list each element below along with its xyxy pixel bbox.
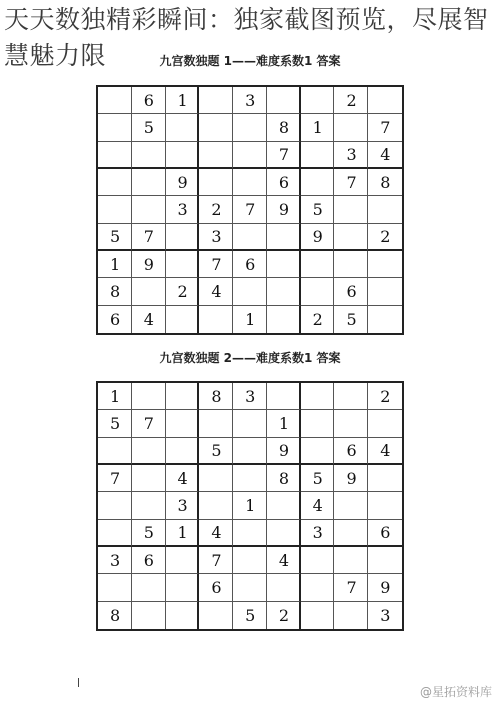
sudoku-cell: 3 (233, 383, 267, 410)
sudoku-cell (132, 278, 166, 305)
sudoku-cell: 7 (267, 142, 301, 169)
sudoku-cell (334, 251, 368, 278)
sudoku-cell: 7 (334, 574, 368, 601)
sudoku-cell: 6 (132, 547, 166, 574)
puzzle-1-title: 九宫数独题 1——难度系数1 答案 (159, 54, 341, 68)
sudoku-grid-1 (96, 85, 404, 335)
sudoku-cell (368, 465, 402, 492)
sudoku-cell (334, 410, 368, 437)
sudoku-cell (132, 602, 166, 629)
sudoku-cell: 7 (233, 196, 267, 223)
sudoku-cell (334, 196, 368, 223)
sudoku-cell: 4 (132, 306, 166, 333)
sudoku-cell: 8 (98, 278, 132, 305)
sudoku-cell (267, 574, 301, 601)
sudoku-cell (233, 438, 267, 465)
sudoku-cell: 8 (267, 465, 301, 492)
sudoku-cell (233, 465, 267, 492)
sudoku-cell: 1 (98, 383, 132, 410)
sudoku-cell: 6 (233, 251, 267, 278)
sudoku-cell (368, 306, 402, 333)
sudoku-cell (334, 520, 368, 547)
sudoku-cell (199, 114, 233, 141)
sudoku-cell (267, 224, 301, 251)
sudoku-cell (301, 383, 335, 410)
sudoku-cell: 4 (368, 142, 402, 169)
sudoku-cell (98, 438, 132, 465)
sudoku-cell (166, 142, 200, 169)
sudoku-cell (301, 410, 335, 437)
sudoku-cell (199, 142, 233, 169)
sudoku-cell: 1 (233, 492, 267, 519)
sudoku-cell (334, 224, 368, 251)
sudoku-cell (233, 114, 267, 141)
sudoku-cell: 3 (380, 605, 391, 625)
sudoku-cell (368, 492, 402, 519)
sudoku-cell (132, 438, 166, 465)
sudoku-cell (98, 196, 132, 223)
sudoku-cell: 9 (267, 438, 301, 465)
sudoku-cell: 8 (368, 169, 402, 196)
sudoku-cell: 7 (132, 224, 166, 251)
sudoku-cell (233, 169, 267, 196)
sudoku-cell: 4 (368, 438, 402, 465)
sudoku-cell (132, 492, 166, 519)
sudoku-cell: 5 (98, 410, 132, 437)
sudoku-cell (166, 438, 200, 465)
sudoku-cell (368, 410, 402, 437)
sudoku-cell (368, 196, 402, 223)
sudoku-cell (267, 251, 301, 278)
sudoku-cell: 3 (334, 142, 368, 169)
sudoku-cell (267, 306, 301, 333)
sudoku-cell: 6 (334, 438, 368, 465)
sudoku-cell: 6 (334, 278, 368, 305)
sudoku-cell: 4 (267, 547, 301, 574)
sudoku-cell (132, 383, 166, 410)
sudoku-cell: 3 (199, 224, 233, 251)
sudoku-cell (166, 306, 200, 333)
sudoku-cell (267, 383, 301, 410)
sudoku-cell (334, 114, 368, 141)
sudoku-cell: 9 (166, 169, 200, 196)
sudoku-cell (166, 383, 200, 410)
sudoku-cell: 4 (199, 520, 233, 547)
sudoku-cell: 9 (301, 224, 335, 251)
sudoku-cell: 4 (301, 492, 335, 519)
sudoku-cell: 8 (98, 602, 132, 629)
sudoku-cell: 2 (368, 224, 402, 251)
sudoku-cell (199, 87, 233, 114)
sudoku-cell: 9 (368, 574, 402, 601)
watermark: @星拓资料库 (419, 685, 492, 699)
sudoku-cell (267, 520, 301, 547)
sudoku-cell (166, 224, 200, 251)
sudoku-cell: 6 (199, 574, 233, 601)
sudoku-cell (301, 547, 335, 574)
sudoku-cell: 5 (301, 196, 335, 223)
sudoku-cell: 6 (132, 87, 166, 114)
sudoku-cell: 2 (166, 278, 200, 305)
sudoku-cell (98, 114, 132, 141)
sudoku-cell: 9 (334, 465, 368, 492)
sudoku-cell: 5 (199, 438, 233, 465)
sudoku-cell (233, 520, 267, 547)
sudoku-cell (233, 224, 267, 251)
sudoku-cell (301, 278, 335, 305)
sudoku-cell (166, 602, 200, 629)
sudoku-cell: 5 (132, 114, 166, 141)
sudoku-cell: 5 (132, 520, 166, 547)
sudoku-cell (301, 602, 335, 629)
sudoku-cell (334, 602, 368, 629)
sudoku-cell: 4 (199, 278, 233, 305)
sudoku-cell (132, 169, 166, 196)
sudoku-cell: 7 (368, 114, 402, 141)
sudoku-cell (166, 547, 200, 574)
sudoku-cell (368, 251, 402, 278)
sudoku-cell (368, 547, 402, 574)
sudoku-cell: 4 (166, 465, 200, 492)
sudoku-cell (334, 383, 368, 410)
sudoku-cell (301, 142, 335, 169)
sudoku-cell: 1 (98, 251, 132, 278)
sudoku-cell: 5 (334, 306, 368, 333)
sudoku-cell: 2 (368, 383, 402, 410)
sudoku-cell (267, 87, 301, 114)
sudoku-cell (199, 602, 233, 629)
sudoku-cell (98, 492, 132, 519)
sudoku-cell (199, 169, 233, 196)
sudoku-cell (98, 574, 132, 601)
sudoku-cell: 2 (301, 306, 335, 333)
sudoku-cell (233, 410, 267, 437)
sudoku-cell (132, 465, 166, 492)
sudoku-cell (98, 142, 132, 169)
sudoku-cell: 3 (166, 492, 200, 519)
sudoku-cell (267, 278, 301, 305)
sudoku-cell (166, 574, 200, 601)
sudoku-cell: 1 (267, 410, 301, 437)
sudoku-cell (301, 251, 335, 278)
sudoku-cell (301, 87, 335, 114)
sudoku-cell (166, 251, 200, 278)
sudoku-cell (233, 278, 267, 305)
sudoku-cell (368, 278, 402, 305)
sudoku-cell: 6 (368, 520, 402, 547)
sudoku-grid-2 (96, 381, 404, 631)
sudoku-cell: 2 (267, 602, 301, 629)
sudoku-cell: 1 (166, 520, 200, 547)
sudoku-cell: 7 (132, 410, 166, 437)
sudoku-cell (98, 169, 132, 196)
puzzle-2-title: 九宫数独题 2——难度系数1 答案 (159, 351, 341, 365)
sudoku-cell: 5 (98, 224, 132, 251)
sudoku-cell (368, 87, 402, 114)
sudoku-cell: 3 (166, 196, 200, 223)
sudoku-cell: 1 (166, 87, 200, 114)
sudoku-cell (233, 547, 267, 574)
sudoku-cell (199, 492, 233, 519)
sudoku-cell (98, 87, 132, 114)
sudoku-cell (199, 306, 233, 333)
sudoku-cell (132, 574, 166, 601)
sudoku-cell: 1 (301, 114, 335, 141)
sudoku-cell: 9 (132, 251, 166, 278)
sudoku-cell: 3 (98, 547, 132, 574)
sudoku-cell (166, 410, 200, 437)
stray-mark (78, 678, 79, 687)
sudoku-cell (233, 142, 267, 169)
sudoku-cell (301, 169, 335, 196)
sudoku-cell: 3 (301, 520, 335, 547)
sudoku-cell: 7 (98, 465, 132, 492)
sudoku-cell: 9 (267, 196, 301, 223)
page-headline: 天天数独精彩瞬间：独家截图预览，尽展智慧魅力限 (4, 5, 489, 70)
sudoku-cell (199, 410, 233, 437)
sudoku-cell: 6 (98, 306, 132, 333)
sudoku-cell (132, 196, 166, 223)
sudoku-cell: 7 (199, 547, 233, 574)
sudoku-cell (233, 574, 267, 601)
sudoku-cell: 2 (334, 87, 368, 114)
sudoku-cell (301, 574, 335, 601)
sudoku-cell (301, 438, 335, 465)
sudoku-cell (166, 114, 200, 141)
sudoku-cell: 5 (301, 465, 335, 492)
sudoku-cell (132, 142, 166, 169)
sudoku-cell: 6 (267, 169, 301, 196)
sudoku-cell: 1 (233, 306, 267, 333)
sudoku-cell (267, 492, 301, 519)
sudoku-cell: 3 (233, 87, 267, 114)
sudoku-cell: 7 (334, 169, 368, 196)
sudoku-cell (334, 492, 368, 519)
sudoku-cell: 7 (199, 251, 233, 278)
sudoku-cell: 2 (199, 196, 233, 223)
sudoku-cell: 8 (199, 383, 233, 410)
sudoku-cell (199, 465, 233, 492)
sudoku-cell (334, 547, 368, 574)
sudoku-cell: 8 (267, 114, 301, 141)
sudoku-cell (98, 520, 132, 547)
sudoku-cell: 5 (233, 602, 267, 629)
